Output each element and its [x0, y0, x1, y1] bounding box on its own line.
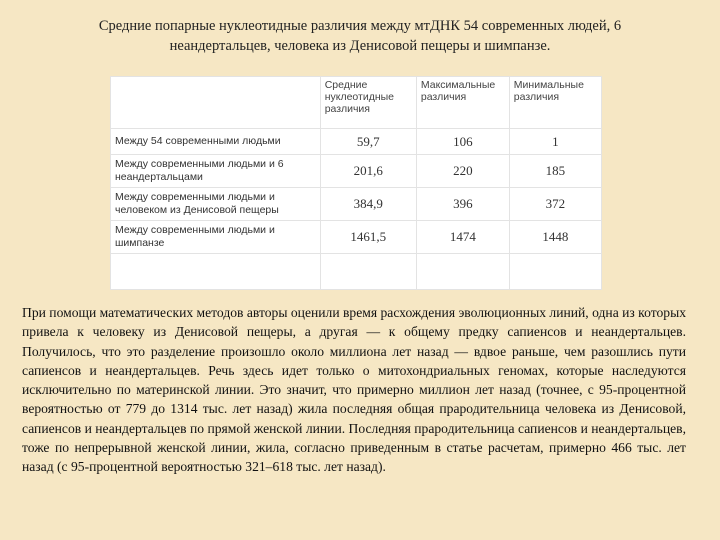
- header-mean: Средние нуклеотидные различия: [320, 77, 416, 129]
- header-empty: [111, 77, 321, 129]
- row-max: 396: [416, 188, 509, 221]
- row-label: Между современными людьми и человеком из Денисовой пещеры: [111, 188, 321, 221]
- row-min: 185: [509, 155, 601, 188]
- differences-table: [110, 76, 602, 290]
- row-mean: 1461,5: [320, 221, 416, 254]
- header-min: Минимальные различия: [509, 77, 601, 129]
- table-row: [111, 188, 602, 221]
- row-max: 1474: [416, 221, 509, 254]
- row-min: 1: [509, 129, 601, 155]
- row-label: Между современными людьми и шимпанзе: [111, 221, 321, 254]
- page-title: Средние попарные нуклеотидные различия между мтДНК 54 современных людей, 6 неандертальцев, человека из Денисовой пещеры и шимпанзе.: [98, 18, 622, 54]
- table-row: [111, 155, 602, 188]
- blank-cell: [111, 254, 321, 290]
- blank-cell: [416, 254, 509, 290]
- table-row: [111, 129, 602, 155]
- blank-cell: [320, 254, 416, 290]
- row-min: 372: [509, 188, 601, 221]
- row-label: Между 54 современными людьми: [111, 129, 321, 155]
- table-blank-row: [111, 254, 602, 290]
- row-mean: 59,7: [320, 129, 416, 155]
- row-label: Между современными людьми и 6 неандертальцами: [111, 155, 321, 188]
- row-mean: 201,6: [320, 155, 416, 188]
- data-table-image: [110, 76, 602, 290]
- row-mean: 384,9: [320, 188, 416, 221]
- table-header-row: [111, 77, 602, 129]
- row-max: 106: [416, 129, 509, 155]
- table-row: [111, 221, 602, 254]
- row-max: 220: [416, 155, 509, 188]
- row-min: 1448: [509, 221, 601, 254]
- blank-cell: [509, 254, 601, 290]
- body-paragraph: При помощи математических методов авторы оценили время расхождения эволюционных линий, одна из которых привела к человеку из Денисовой пещеры, а другая — к общему предку сапиенсов и неандертальцев. Получилось, что это разделение произошло около миллиона лет назад — вдвое раньше, чем разошлись пути сапиенсов и неандертальцев. Речь здесь идет только о митохондриальных геномах, которые наследуются исключительно по материнской линии. Это значит, что примерно миллион лет назад (точнее, с 95-процентной вероятностью от 779 до 1314 тыс. лет назад) жила последняя общая прародительница человека из Денисовой, сапиенсов и неандертальцев по прямой женской линии. Последняя прародительница сапиенсов и неандертальцев, тоже по непрерывной женской линии, жила, согласно приведенным в статье расчетам, примерно 466 тыс. лет назад (с 95-процентной вероятностью 321–618 тыс. лет назад).: [22, 305, 686, 475]
- header-max: Максимальные различия: [416, 77, 509, 129]
